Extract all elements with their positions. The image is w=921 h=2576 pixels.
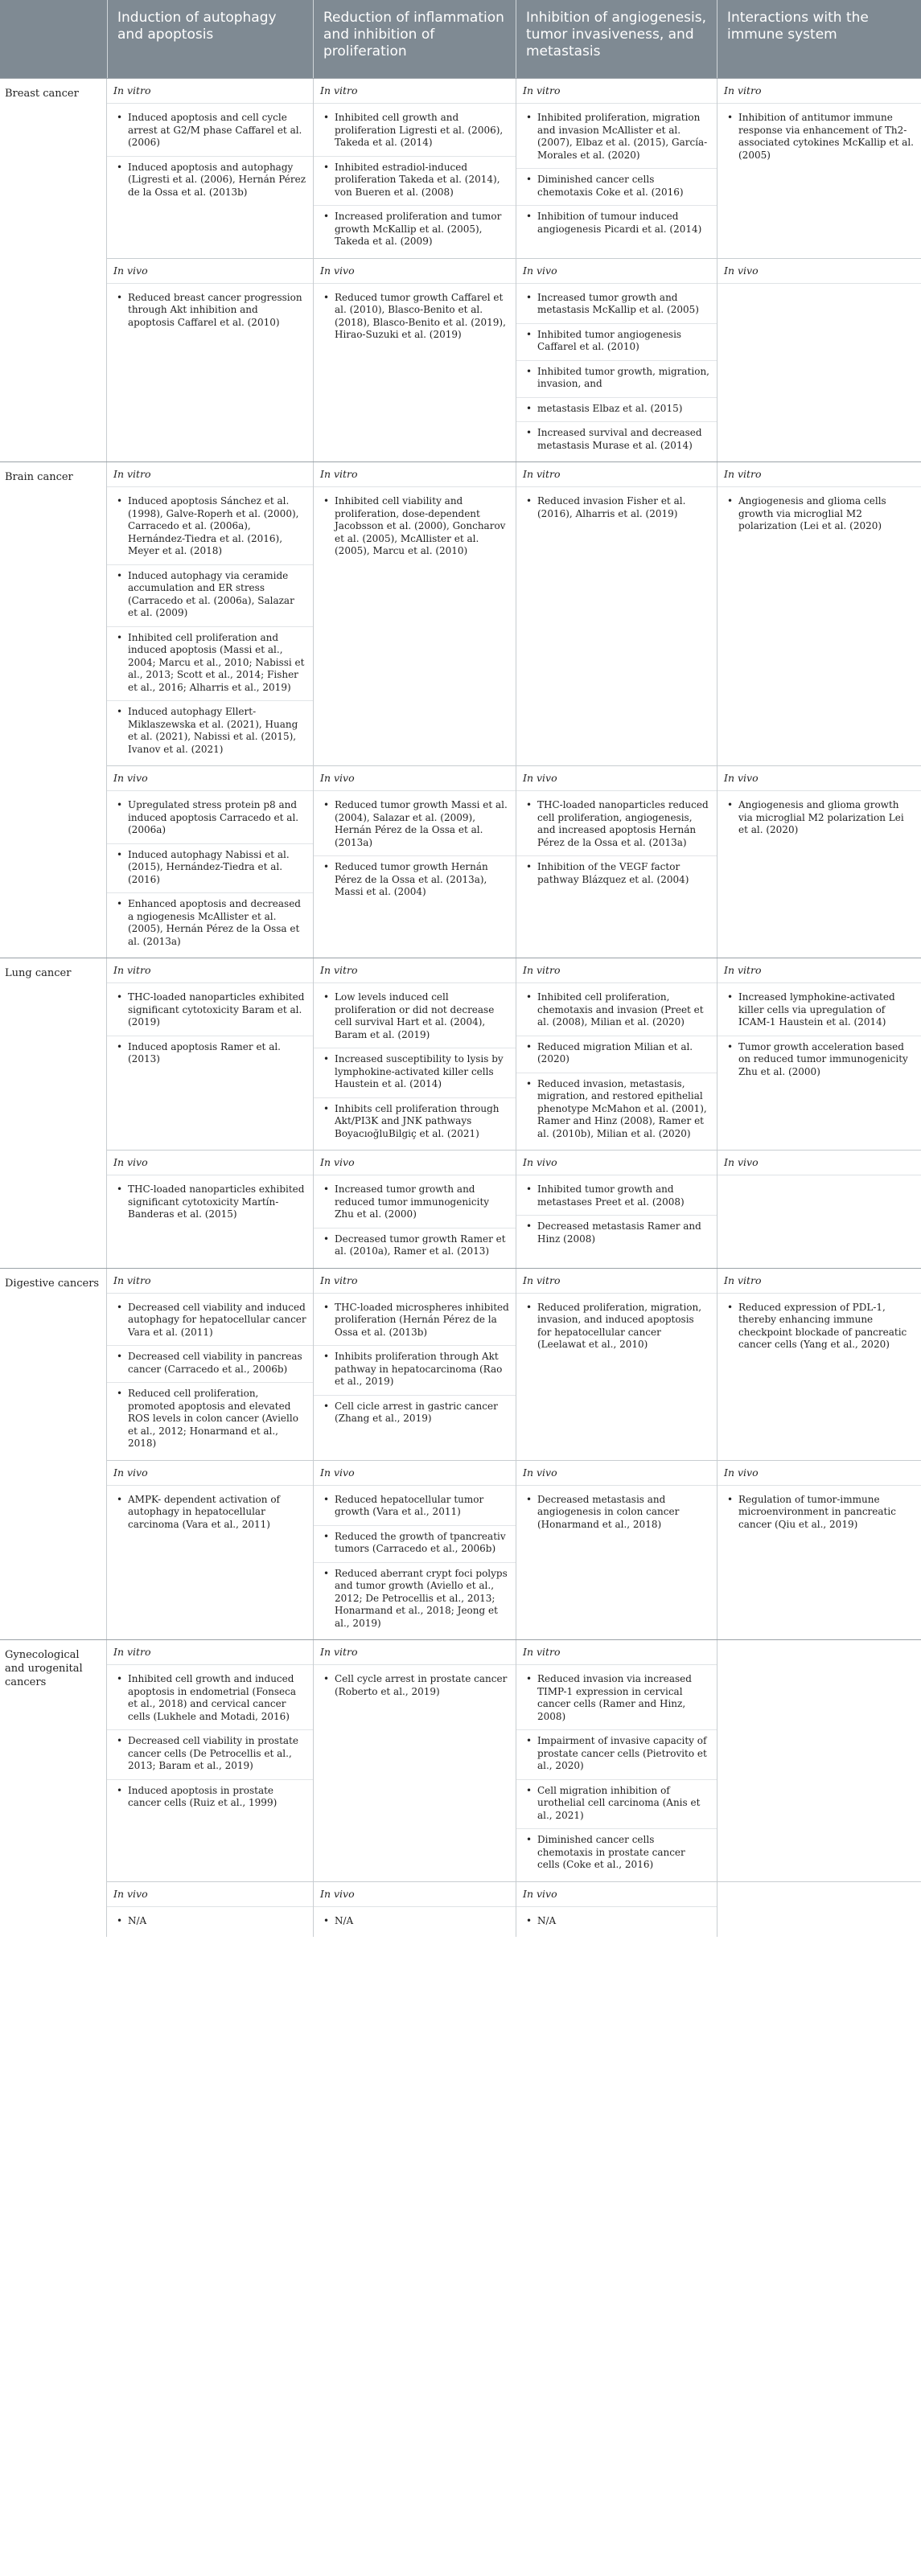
finding-item: • Reduced migration Milian et al. (2020) [516,1036,717,1073]
in-vivo-label: In vivo [107,1461,313,1486]
finding-list [107,1486,313,1541]
table-cell [516,958,717,1150]
table-cell [313,79,516,258]
finding-item: • Inhibition of the VEGF factor pathway Blázquez et al. (2004) [516,856,717,892]
finding-list [314,487,516,568]
finding-item: • Increased tumor growth and reduced tumor immunogenicity Zhu et al. (2000) [314,1179,516,1229]
cancer-group-row [0,461,921,958]
finding-list [717,284,921,290]
finding-list [516,1907,717,1938]
finding-list [717,487,921,543]
table-cell [516,1882,717,1938]
finding-list [516,104,717,245]
finding-item: • Induced apoptosis in prostate cancer cells (Ruiz et al., 1999) [107,1780,313,1816]
table-cell [516,462,717,765]
cancer-group-body [107,1640,921,1937]
in-vivo-label: In vivo [107,259,313,284]
finding-item: • THC-loaded nanoparticles exhibited significant cytotoxicity Baram et al. (2019) [107,987,313,1036]
finding-item: • Reduced tumor growth Massi et al. (2004), Salazar et al. (2009), Hernán Pérez de la Ossa et al. (2013a) [314,794,516,856]
finding-item: • Inhibited cell proliferation and induced apoptosis (Massi et al., 2004; Marcu et al., 2010; Nabissi et al., 2013; Scott et al., 2014; Fisher et al., 2016; Alharris et al., 2019) [107,627,313,702]
in-vivo-label: In vivo [516,259,717,284]
in-vivo-row [107,765,921,958]
finding-list [717,1175,921,1182]
in-vitro-label: In vitro [314,79,516,104]
finding-item: • Reduced invasion Fisher et al. (2016), Alharris et al. (2019) [516,490,717,527]
finding-list [717,983,921,1088]
finding-item: • Inhibited cell growth and induced apoptosis in endometrial (Fonseca et al., 2018) and cervical cancer cells (Lukhele and Motadi, 2016) [107,1668,313,1730]
table-header-row [0,0,921,78]
finding-item: • Inhibited cell proliferation, chemotaxis and invasion (Preet et al. (2008), Milian et al. (2020) [516,987,717,1036]
in-vivo-label: In vivo [314,766,516,791]
finding-item: • Induced autophagy Nabissi et al. (2015), Hernández-Tiedra et al. (2016) [107,844,313,894]
cancer-group-body [107,79,921,461]
table-cell [717,1640,921,1881]
table-cell [313,958,516,1150]
table-cell [717,1151,921,1268]
finding-item: • THC-loaded microspheres inhibited proliferation (Hernán Pérez de la Ossa et al. (2013b) [314,1297,516,1347]
finding-item: • Decreased metastasis and angiogenesis in colon cancer (Honarmand et al., 2018) [516,1489,717,1538]
table-cell [107,1269,313,1460]
in-vivo-row [107,1881,921,1938]
finding-list [516,284,717,462]
table-cell [107,958,313,1150]
in-vivo-label: In vivo [717,1461,921,1486]
in-vitro-label: In vitro [314,462,516,487]
finding-item: • Impairment of invasive capacity of prostate cancer cells (Pietrovito et al., 2020) [516,1730,717,1780]
finding-list [314,1486,516,1640]
in-vivo-label: In vivo [717,259,921,284]
finding-list [107,1907,313,1938]
in-vivo-row [107,258,921,462]
in-vitro-label: In vitro [107,1269,313,1294]
finding-list [314,1907,516,1938]
finding-item: • Reduced invasion, metastasis, migration, and restored epithelial phenotype McMahon et al. (2001), Ramer and Hinz (2008), Ramer et al. (2010b), Milian et al. (2020) [516,1073,717,1147]
finding-item: • Inhibition of tumour induced angiogenesis Picardi et al. (2014) [516,206,717,242]
in-vitro-label: In vitro [314,958,516,983]
cancer-group-body [107,1269,921,1640]
finding-item: • THC-loaded nanoparticles exhibited significant cytotoxicity Martín-Banderas et al. (2015) [107,1179,313,1228]
finding-list [717,1486,921,1541]
table-cell [107,259,313,462]
finding-list [107,1665,313,1819]
table-cell [107,1640,313,1881]
finding-item: • Reduced proliferation, migration, invasion, and induced apoptosis for hepatocellular cancer (Leelawat et al., 2010) [516,1297,717,1358]
header-cancer-type [0,0,107,78]
table-cell [717,1269,921,1460]
finding-item: • Reduced expression of PDL-1, thereby enhancing immune checkpoint blockade of pancreatic cancer cells (Yang et al., 2020) [717,1297,921,1358]
cancer-group-row [0,958,921,1268]
finding-item: • Reduced tumor growth Caffarel et al. (2010), Blasco-Benito et al. (2018), Blasco-Benito et al. (2019), Hirao-Suzuki et al. (2019) [314,287,516,348]
finding-list [516,1486,717,1541]
finding-item: • Inhibited tumor growth, migration, invasion, and [516,361,717,398]
cancer-type-label: Digestive cancers [0,1269,107,1640]
cancer-group-body [107,958,921,1268]
finding-item: • Reduced invasion via increased TIMP-1 expression in cervical cancer cells (Ramer and Hinz, 2008) [516,1668,717,1730]
finding-item: • Angiogenesis and glioma cells growth via microglial M2 polarization (Lei et al. (2020) [717,490,921,539]
table-cell [717,462,921,765]
table-cell [313,1461,516,1640]
in-vitro-row [107,1269,921,1460]
finding-list [107,104,313,208]
finding-item: • N/A [314,1910,516,1934]
finding-item: • Decreased cell viability in pancreas cancer (Carracedo et al., 2006b) [107,1346,313,1383]
finding-item: • Increased survival and decreased metastasis Murase et al. (2014) [516,422,717,458]
table-cell [107,1461,313,1640]
in-vivo-label: In vivo [516,766,717,791]
in-vitro-row [107,1640,921,1881]
table-cell [516,1640,717,1881]
table-cell [107,462,313,765]
finding-list [107,1294,313,1460]
finding-list [516,1665,717,1881]
finding-item: • Induced apoptosis Ramer et al. (2013) [107,1036,313,1073]
in-vivo-label: In vivo [717,766,921,791]
finding-item: • Reduced the growth of tpancreativ tumors (Carracedo et al., 2006b) [314,1526,516,1563]
table-cell [717,79,921,258]
finding-list [516,983,717,1150]
finding-item: • metastasis Elbaz et al. (2015) [516,398,717,423]
cancer-group-row [0,1639,921,1937]
finding-list [717,104,921,171]
finding-list [107,487,313,765]
in-vivo-label: In vivo [516,1882,717,1907]
table-cell [107,79,313,258]
table-cell [313,462,516,765]
finding-item: • Regulation of tumor-immune microenvironment in pancreatic cancer (Qiu et al., 2019) [717,1489,921,1538]
finding-list [516,1294,717,1361]
finding-item: • Induced autophagy via ceramide accumulation and ER stress (Carracedo et al. (2006a), Salazar et al. (2009) [107,565,313,627]
finding-list [107,284,313,339]
finding-list [314,104,516,258]
finding-item: • Cell cycle arrest in prostate cancer (Roberto et al., 2019) [314,1668,516,1704]
finding-item: • Inhibition of antitumor immune response via enhancement of Th2-associated cytokines McKallip et al. (2005) [717,107,921,168]
finding-list [107,983,313,1076]
finding-item: • Increased tumor growth and metastasis McKallip et al. (2005) [516,287,717,324]
table-cell [313,259,516,462]
in-vitro-label: In vitro [314,1640,516,1665]
in-vivo-label: In vivo [717,1151,921,1175]
finding-list [107,791,313,958]
finding-item: • Increased lymphokine-activated killer cells via upregulation of ICAM-1 Haustein et al. (2014) [717,987,921,1036]
table-cell [516,259,717,462]
in-vivo-label: In vivo [107,1882,313,1907]
finding-item: • THC-loaded nanoparticles reduced cell proliferation, angiogenesis, and increased apoptosis Hernán Pérez de la Ossa et al. (2013a) [516,794,717,856]
table-cell [313,766,516,958]
finding-item: • Induced apoptosis Sánchez et al. (1998), Galve-Roperh et al. (2000), Carracedo et al. (2006a), Hernández-Tiedra et al. (2016), Meyer et al. (2018) [107,490,313,565]
finding-item: • Upregulated stress protein p8 and induced apoptosis Carracedo et al. (2006a) [107,794,313,844]
cancer-type-label: Brain cancer [0,462,107,958]
finding-item: • Reduced breast cancer progression through Akt inhibition and apoptosis Caffarel et al. (2010) [107,287,313,336]
in-vitro-row [107,462,921,765]
in-vitro-label: In vitro [107,79,313,104]
table-cell [313,1882,516,1938]
table-cell [313,1640,516,1881]
finding-item: • Decreased metastasis Ramer and Hinz (2008) [516,1216,717,1252]
in-vivo-label: In vivo [314,1461,516,1486]
finding-list [717,1294,921,1361]
in-vivo-label: In vivo [107,1151,313,1175]
finding-item: • Induced autophagy Ellert-Miklaszewska et al. (2021), Huang et al. (2021), Nabissi et al. (2015), Ivanov et al. (2021) [107,701,313,762]
table-cell [313,1151,516,1268]
in-vitro-label: In vitro [314,1269,516,1294]
cancer-group-body [107,462,921,958]
in-vivo-label: In vivo [314,1882,516,1907]
finding-list [314,791,516,909]
finding-item: • AMPK- dependent activation of autophagy in hepatocellular carcinoma (Vara et al., 2011) [107,1489,313,1538]
in-vitro-label: In vitro [516,1269,717,1294]
finding-item: • Cell cicle arrest in gastric cancer (Zhang et al., 2019) [314,1396,516,1432]
finding-list [314,1294,516,1435]
header-autophagy-apoptosis: Induction of autophagy and apoptosis [107,0,313,78]
finding-item: • Inhibits cell proliferation through Akt/PI3K and JNK pathways BoyacıoğluBilgiç et al. (2021) [314,1098,516,1147]
in-vitro-row [107,958,921,1150]
finding-item: • Enhanced apoptosis and decreased a ngiogenesis McAllister et al. (2005), Hernán Pérez de la Ossa et al. (2013a) [107,893,313,954]
finding-list [717,791,921,847]
finding-item: • Induced apoptosis and cell cycle arrest at G2/M phase Caffarel et al. (2006) [107,107,313,157]
finding-item: • Induced apoptosis and autophagy (Ligresti et al. (2006), Hernán Pérez de la Ossa et al. (2013b) [107,157,313,206]
table-cell [717,958,921,1150]
in-vivo-row [107,1460,921,1640]
header-angiogenesis-metastasis: Inhibition of angiogenesis, tumor invasiveness, and metastasis [516,0,717,78]
finding-item: • Decreased tumor growth Ramer et al. (2010a), Ramer et al. (2013) [314,1229,516,1265]
finding-item: • Reduced aberrant crypt foci polyps and tumor growth (Aviello et al., 2012; De Petrocellis et al., 2013; Honarmand et al., 2018; Jeong et al., 2019) [314,1563,516,1637]
in-vitro-label: In vitro [516,1640,717,1665]
in-vitro-label: In vitro [516,958,717,983]
table-cell [313,1269,516,1460]
table-cell [717,259,921,462]
finding-list [314,1665,516,1708]
finding-item: • Low levels induced cell proliferation or did not decrease cell survival Hart et al. (2004), Baram et al. (2019) [314,987,516,1048]
cancer-type-label: Breast cancer [0,79,107,461]
in-vivo-row [107,1150,921,1268]
in-vitro-label: In vitro [516,79,717,104]
cancer-group-row [0,78,921,461]
in-vitro-row [107,79,921,258]
finding-item: • Angiogenesis and glioma growth via microglial M2 polarization Lei et al. (2020) [717,794,921,843]
finding-item: • Increased susceptibility to lysis by lymphokine-activated killer cells Haustein et al. (2014) [314,1048,516,1098]
finding-item: • Inhibited cell viability and proliferation, dose-dependent Jacobsson et al. (2000), Goncharov et al. (2005), McAllister et al. (2005), Marcu et al. (2010) [314,490,516,564]
finding-item: • Reduced cell proliferation, promoted apoptosis and elevated ROS levels in colon cancer (Aviello et al., 2012; Honarmand et al., 2018) [107,1383,313,1457]
table-cell [516,1461,717,1640]
table-body [0,78,921,1937]
in-vitro-label: In vitro [717,1269,921,1294]
table-cell [516,1269,717,1460]
table-cell [717,1461,921,1640]
in-vitro-label: In vitro [107,958,313,983]
table-cell [516,79,717,258]
finding-item: • Reduced hepatocellular tumor growth (Vara et al., 2011) [314,1489,516,1526]
table-cell [717,1882,921,1938]
in-vitro-label: In vitro [717,958,921,983]
in-vitro-label: In vitro [516,462,717,487]
finding-item: • Inhibited proliferation, migration and invasion McAllister et al. (2007), Elbaz et al. (2015), García-Morales et al. (2020) [516,107,717,169]
table-cell [107,766,313,958]
header-inflammation-proliferation: Reduction of inflammation and inhibition of proliferation [313,0,516,78]
finding-item: • Decreased cell viability in prostate cancer cells (De Petrocellis et al., 2013; Baram et al., 2019) [107,1730,313,1780]
finding-item: • Inhibits proliferation through Akt pathway in hepatocarcinoma (Rao et al., 2019) [314,1346,516,1396]
in-vivo-label: In vivo [516,1151,717,1175]
finding-list [314,1175,516,1268]
finding-item: • Cell migration inhibition of urothelial cell carcinoma (Anis et al., 2021) [516,1780,717,1830]
in-vitro-label: In vitro [717,79,921,104]
header-immune-system: Interactions with the immune system [717,0,921,78]
cancer-type-label: Lung cancer [0,958,107,1268]
in-vitro-label: In vitro [107,462,313,487]
finding-item: • Increased proliferation and tumor growth McKallip et al. (2005), Takeda et al. (2009) [314,206,516,255]
finding-list [516,487,717,530]
in-vivo-label: In vivo [107,766,313,791]
table-cell [107,1882,313,1938]
in-vitro-label: In vitro [107,1640,313,1665]
table-cell [107,1151,313,1268]
finding-item: • Reduced tumor growth Hernán Pérez de la Ossa et al. (2013a), Massi et al. (2004) [314,856,516,905]
finding-list [314,983,516,1150]
in-vivo-label: In vivo [314,1151,516,1175]
finding-list [516,791,717,896]
finding-item: • Tumor growth acceleration based on reduced tumor immunogenicity Zhu et al. (2000) [717,1036,921,1085]
finding-item: • Inhibited cell growth and proliferation Ligresti et al. (2006), Takeda et al. (2014) [314,107,516,157]
finding-item: • N/A [516,1910,717,1934]
finding-list [314,284,516,351]
finding-item: • Decreased cell viability and induced autophagy for hepatocellular cancer Vara et al. (2011) [107,1297,313,1347]
cancer-group-row [0,1268,921,1640]
finding-item: • N/A [107,1910,313,1934]
finding-item: • Inhibited tumor angiogenesis Caffarel et al. (2010) [516,324,717,361]
table-cell [717,766,921,958]
table-cell [516,766,717,958]
in-vitro-label: In vitro [717,462,921,487]
finding-list [516,1175,717,1255]
table-cell [516,1151,717,1268]
finding-item: • Diminished cancer cells chemotaxis Coke et al. (2016) [516,169,717,206]
in-vivo-label: In vivo [516,1461,717,1486]
finding-item: • Diminished cancer cells chemotaxis in prostate cancer cells (Coke et al., 2016) [516,1829,717,1878]
in-vivo-label: In vivo [314,259,516,284]
finding-list [107,1175,313,1231]
finding-item: • Inhibited estradiol-induced proliferation Takeda et al. (2014), von Bueren et al. (2008) [314,157,516,207]
cancer-type-label: Gynecological and urogenital cancers [0,1640,107,1937]
finding-item: • Inhibited tumor growth and metastases Preet et al. (2008) [516,1179,717,1216]
